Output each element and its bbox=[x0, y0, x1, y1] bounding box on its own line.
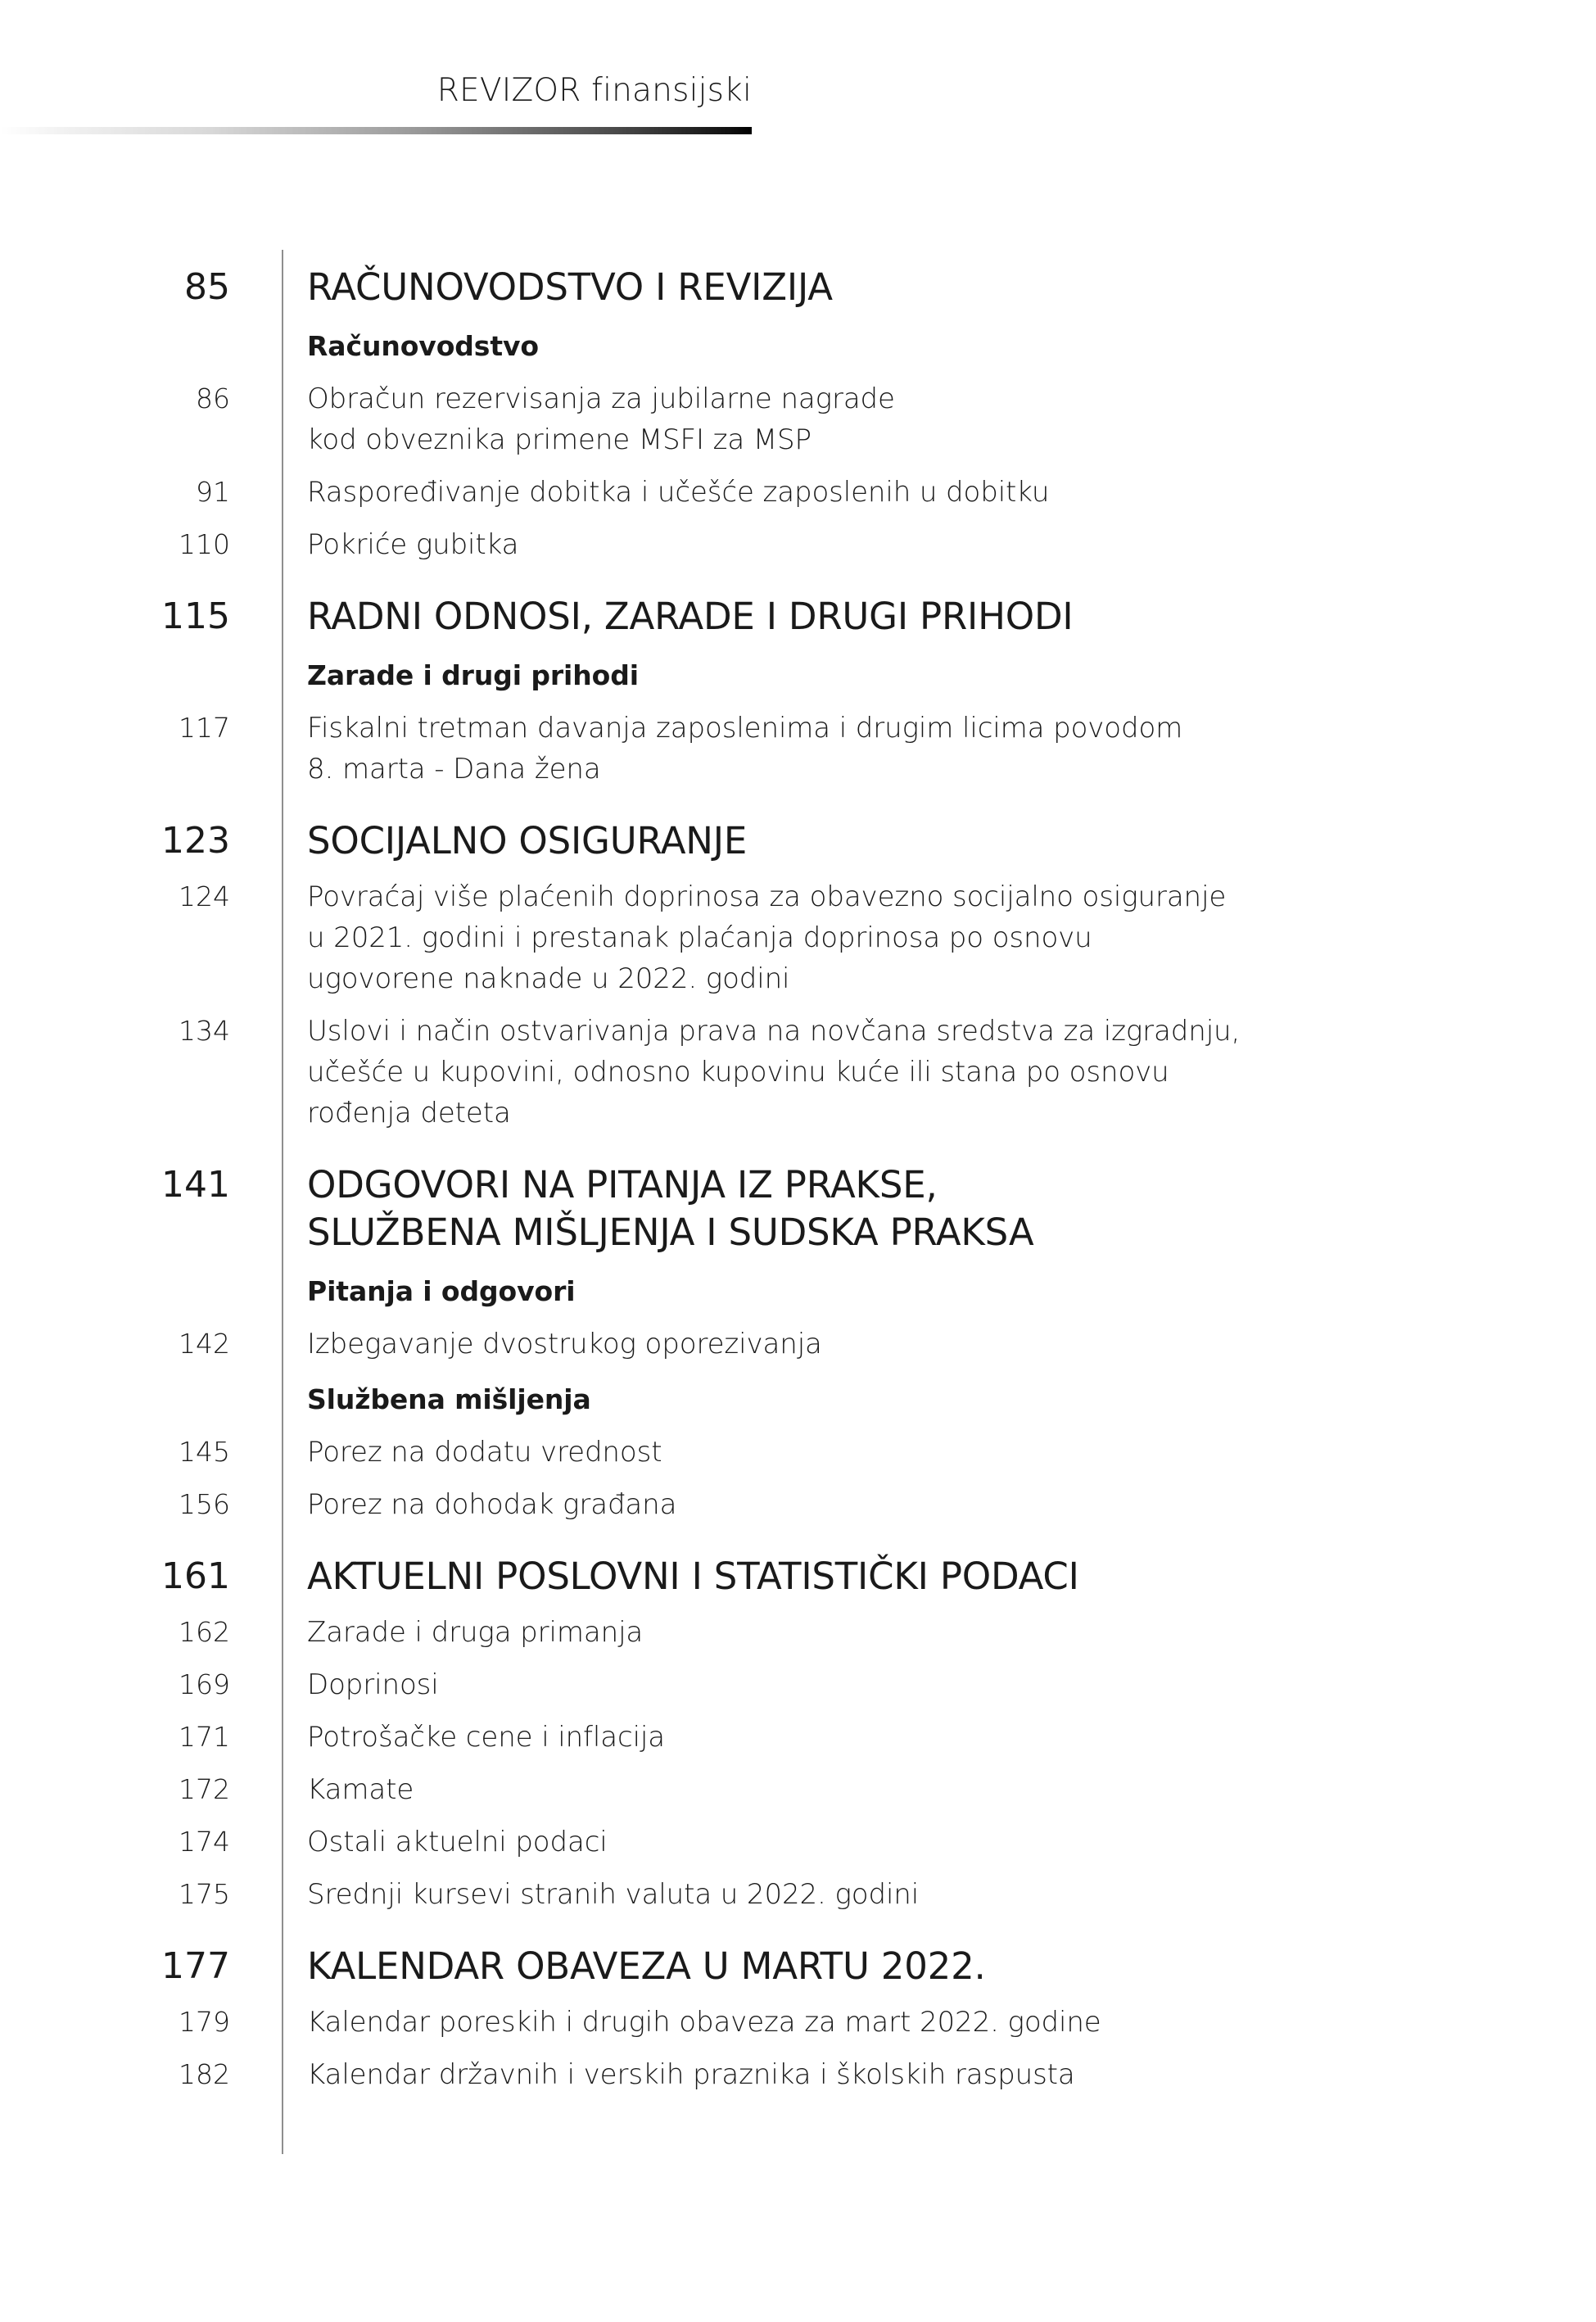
toc-entry-label: Obračun rezervisanja za jubilarne nagrade kod obveznika primene MSFI za MSP bbox=[258, 378, 895, 460]
toc-page-number: 134 bbox=[179, 1015, 230, 1047]
toc-entry-label-line-3: rođenja deteta bbox=[307, 1097, 511, 1129]
toc-entry-row[interactable] bbox=[0, 524, 1596, 565]
toc-entry-label: RAČUNOVODSTVO I REVIZIJA bbox=[307, 265, 833, 309]
toc-section-row[interactable] bbox=[0, 264, 1596, 311]
toc-entry-label: Zarade i druga primanja bbox=[307, 1616, 644, 1649]
toc-entry-label: Srednji kursevi stranih valuta u 2022. godini bbox=[307, 1878, 920, 1911]
toc-entry-label: Raspoređivanje dobitka i učešće zaposlenih u dobitku bbox=[307, 476, 1050, 509]
toc-entry-label: ODGOVORI NA PITANJA IZ PRAKSE, SLUŽBENA MIŠLJENJA I SUDSKA PRAKSA bbox=[258, 1161, 1033, 1256]
toc-entry-row[interactable] bbox=[0, 2054, 1596, 2095]
toc-entry-row[interactable] bbox=[0, 876, 1596, 999]
toc-page-number: 123 bbox=[161, 820, 230, 862]
toc-entry-label: Fiskalni tretman davanja zaposlenima i drugim licima povodom 8. marta - Dana žena bbox=[258, 708, 1182, 790]
toc-page-number: 142 bbox=[179, 1328, 230, 1360]
toc-entry-label-line-3: ugovorene naknade u 2022. godini bbox=[307, 962, 790, 995]
toc-page-number: 172 bbox=[179, 1773, 230, 1805]
toc-page-number: 117 bbox=[179, 712, 230, 744]
toc-entry-row[interactable] bbox=[0, 1874, 1596, 1915]
toc-page-number: 174 bbox=[179, 1826, 230, 1858]
toc-entry-row[interactable] bbox=[0, 472, 1596, 513]
toc-page-number: 110 bbox=[179, 528, 230, 560]
toc-entry-label: SOCIJALNO OSIGURANJE bbox=[307, 819, 748, 862]
toc-entry-label: Povraćaj više plaćenih doprinosa za obavezno socijalno osiguranje u 2021. godini i prestanak plaćanja doprinosa po osnovu ugovorene naknade u 2022. godini bbox=[258, 876, 1226, 999]
toc-subheading-row[interactable] bbox=[0, 1379, 1596, 1420]
toc-entry-label: Uslovi i način ostvarivanja prava na novčana sredstva za izgradnju, učešće u kupovini, odnosno kupovinu kuće ili stana po osnovu rođenja deteta bbox=[258, 1011, 1240, 1134]
toc-entry-label: Doprinosi bbox=[307, 1668, 439, 1701]
toc-entry-label: Kamate bbox=[307, 1773, 414, 1806]
toc-entry-label: RADNI ODNOSI, ZARADE I DRUGI PRIHODI bbox=[307, 595, 1074, 638]
toc-entry-row[interactable] bbox=[0, 378, 1596, 460]
toc-page-number: 175 bbox=[179, 1878, 230, 1910]
toc-entry-label-line-2: 8. marta - Dana žena bbox=[307, 753, 601, 785]
toc-page-number: 177 bbox=[161, 1945, 230, 1987]
toc-page-number: 171 bbox=[179, 1721, 230, 1753]
toc-entry-label: KALENDAR OBAVEZA U MARTU 2022. bbox=[307, 1944, 986, 1988]
toc-entry-label: Pitanja i odgovori bbox=[307, 1275, 576, 1307]
header-gradient-rule bbox=[0, 127, 752, 134]
toc-subheading-row[interactable] bbox=[0, 1271, 1596, 1312]
toc-entry-label: Računovodstvo bbox=[307, 330, 540, 362]
toc-entry-label-line-2: u 2021. godini i prestanak plaćanja doprinosa po osnovu bbox=[307, 921, 1092, 954]
toc-page-number: 182 bbox=[179, 2058, 230, 2090]
toc-entry-label: Porez na dodatu vrednost bbox=[307, 1436, 662, 1469]
toc-page-number: 156 bbox=[179, 1488, 230, 1520]
toc-page-number: 115 bbox=[161, 595, 230, 637]
toc-subheading-row[interactable] bbox=[0, 326, 1596, 367]
page-title: REVIZOR finansijski bbox=[436, 72, 752, 109]
toc-entry-row[interactable] bbox=[0, 1769, 1596, 1810]
toc-entry-row[interactable] bbox=[0, 1432, 1596, 1473]
toc-entry-label-line-2: učešće u kupovini, odnosno kupovinu kuće ili stana po osnovu bbox=[307, 1056, 1169, 1089]
toc-entry-label: Kalendar državnih i verskih praznika i školskih raspusta bbox=[307, 2058, 1075, 2091]
toc-page-number: 169 bbox=[179, 1668, 230, 1700]
toc-entry-label: Pokriće gubitka bbox=[307, 528, 519, 561]
running-header bbox=[0, 0, 1596, 147]
toc-page-number: 124 bbox=[179, 880, 230, 912]
toc-page-number: 162 bbox=[179, 1616, 230, 1648]
toc-entry-label-line-2: SLUŽBENA MIŠLJENJA I SUDSKA PRAKSA bbox=[307, 1211, 1034, 1254]
toc-entry-label: Potrošačke cene i inflacija bbox=[307, 1721, 666, 1754]
toc-page-number: 179 bbox=[179, 2006, 230, 2038]
toc-entry-row[interactable] bbox=[0, 1011, 1596, 1134]
toc-entry-row[interactable] bbox=[0, 2002, 1596, 2043]
toc-page-number: 85 bbox=[184, 266, 230, 308]
toc-entry-row[interactable] bbox=[0, 1664, 1596, 1705]
toc-page-number: 161 bbox=[161, 1555, 230, 1597]
toc-entry-label: Kalendar poreskih i drugih obaveza za mart 2022. godine bbox=[307, 2006, 1101, 2039]
toc-entry-row[interactable] bbox=[0, 1822, 1596, 1863]
toc-entry-label: Službena mišljenja bbox=[307, 1383, 591, 1415]
toc-section-row[interactable] bbox=[0, 1161, 1596, 1256]
toc-entry-row[interactable] bbox=[0, 708, 1596, 790]
toc-page-number: 91 bbox=[196, 476, 230, 508]
toc-list bbox=[0, 236, 1596, 2095]
toc-section-row[interactable] bbox=[0, 593, 1596, 640]
toc-entry-row[interactable] bbox=[0, 1484, 1596, 1525]
toc-page-number: 86 bbox=[196, 382, 230, 414]
toc-page-number: 145 bbox=[179, 1436, 230, 1468]
toc-entry-label: Ostali aktuelni podaci bbox=[307, 1826, 608, 1858]
toc-entry-row[interactable] bbox=[0, 1324, 1596, 1365]
toc-section-row[interactable] bbox=[0, 817, 1596, 865]
toc-entry-row[interactable] bbox=[0, 1612, 1596, 1653]
toc-entry-label: Izbegavanje dvostrukog oporezivanja bbox=[307, 1328, 822, 1360]
toc-subheading-row[interactable] bbox=[0, 655, 1596, 696]
toc-entry-label: AKTUELNI POSLOVNI I STATISTIČKI PODACI bbox=[307, 1555, 1079, 1598]
toc-section-row[interactable] bbox=[0, 1943, 1596, 1990]
toc-entry-label: Porez na dohodak građana bbox=[307, 1488, 677, 1521]
toc-entry-row[interactable] bbox=[0, 1717, 1596, 1758]
toc-section-row[interactable] bbox=[0, 1553, 1596, 1600]
toc-entry-label-line-2: kod obveznika primene MSFI za MSP bbox=[307, 423, 812, 456]
toc-page-number: 141 bbox=[161, 1164, 230, 1206]
toc-entry-label: Zarade i drugi prihodi bbox=[307, 659, 639, 691]
